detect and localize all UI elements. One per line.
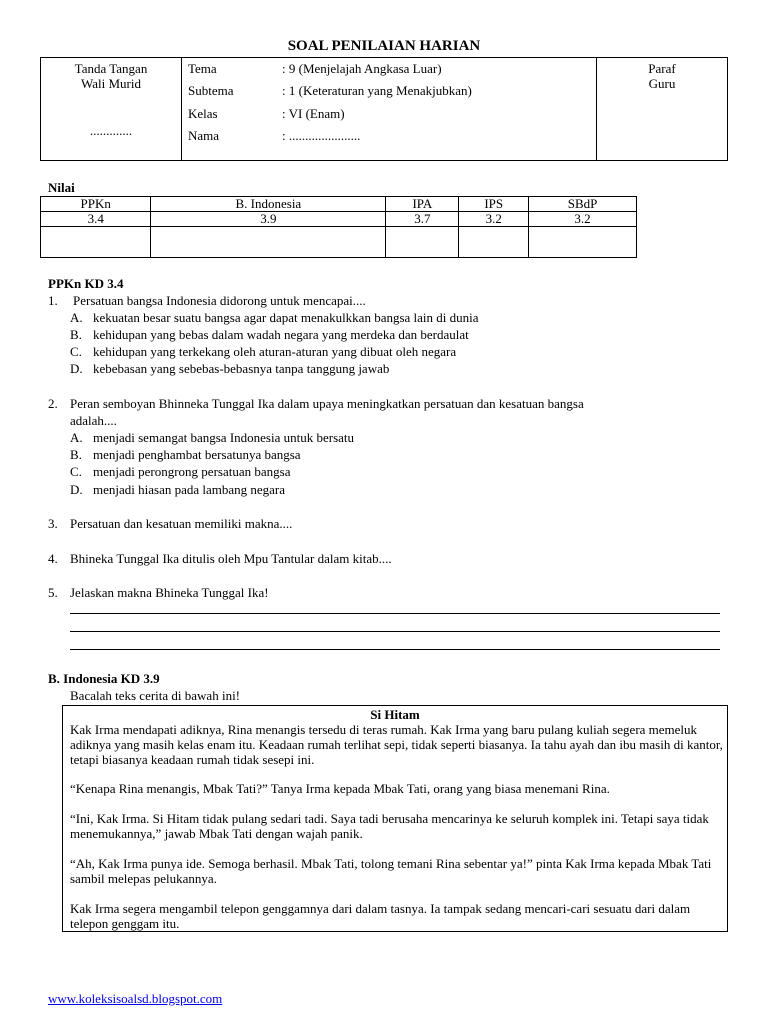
kd-ipa: 3.7 <box>386 212 459 227</box>
question-number: 3. <box>48 516 58 531</box>
option-letter: B. <box>70 327 82 342</box>
option-text: menjadi hiasan pada lambang negara <box>93 482 286 497</box>
answer-line-3[interactable] <box>70 649 720 650</box>
identity-table <box>40 57 728 161</box>
option-text: kehidupan yang bebas dalam wadah negara yang merdeka dan berdaulat <box>93 327 469 342</box>
option-text: menjadi semangat bangsa Indonesia untuk bersatu <box>93 430 355 445</box>
score-sbdp[interactable] <box>529 227 637 258</box>
subject-ips: IPS <box>459 197 529 212</box>
question-text: Peran semboyan Bhinneka Tunggal Ika dalam upaya meningkatkan persatuan dan kesatuan bangsa <box>70 396 584 411</box>
subtema-label: Subtema <box>188 83 234 98</box>
option-text: menjadi penghambat bersatunya bangsa <box>93 447 301 462</box>
option-text: menjadi perongrong persatuan bangsa <box>93 464 291 479</box>
tema-label: Tema <box>188 61 217 76</box>
option-letter: C. <box>70 344 82 359</box>
kd-ppkn: 3.4 <box>41 212 151 227</box>
option-letter: A. <box>70 430 83 445</box>
score-bindonesia[interactable] <box>151 227 386 258</box>
option-text: kehidupan yang terkekang oleh aturan-aturan yang dibuat oleh negara <box>93 344 457 359</box>
page-title: SOAL PENILAIAN HARIAN <box>287 38 481 54</box>
parent-signature-label: Tanda Tangan <box>74 61 148 76</box>
option-letter: D. <box>70 482 83 497</box>
teacher-initial-cell <box>597 58 728 161</box>
option-text: kekuatan besar suatu bangsa agar dapat menakulkkan bangsa lain di dunia <box>93 310 479 325</box>
ppkn-heading: PPKn KD 3.4 <box>48 276 124 291</box>
teacher-initial-label: Paraf <box>648 61 676 76</box>
question-text: Persatuan bangsa Indonesia didorong untuk mencapai.... <box>73 293 366 308</box>
option-letter: B. <box>70 447 82 462</box>
question-text: Bhineka Tunggal Ika ditulis oleh Mpu Tantular dalam kitab.... <box>70 551 392 566</box>
parent-signature-cell <box>41 58 182 161</box>
answer-line-1[interactable] <box>70 613 720 614</box>
nilai-label: Nilai <box>48 180 75 195</box>
story-paragraph-2: “Kenapa Rina menangis, Mbak Tati?” Tanya Irma kepada Mbak Tati, orang yang biasa menemani Rina. <box>70 781 610 796</box>
option-letter: D. <box>70 361 83 376</box>
story-title: Si Hitam <box>370 707 420 722</box>
tema-value: : 9 (Menjelajah Angkasa Luar) <box>282 61 442 76</box>
score-ipa[interactable] <box>386 227 459 258</box>
story-paragraph-4: “Ah, Kak Irma punya ide. Semoga berhasil. Mbak Tati, tolong temani Rina sebentar ya!” pinta Kak Irma kepada Mbak Tati sambil melepas pelukannya. <box>70 856 712 886</box>
story-paragraph-5: Kak Irma segera mengambil telepon genggamnya dari dalam tasnya. Ia tampak sedang mencari-cari sesuatu dari dalam telepon genggam itu. <box>70 901 691 931</box>
question-text: Jelaskan makna Bhineka Tunggal Ika! <box>70 585 269 600</box>
question-number: 2. <box>48 396 58 411</box>
subtema-value: : 1 (Keteraturan yang Menakjubkan) <box>282 83 472 98</box>
parent-signature-line: ............. <box>89 123 133 138</box>
score-table <box>40 196 637 258</box>
option-letter: C. <box>70 464 82 479</box>
answer-line-2[interactable] <box>70 631 720 632</box>
subject-ppkn: PPKn <box>41 197 151 212</box>
question-number: 4. <box>48 551 58 566</box>
question-text: Persatuan dan kesatuan memiliki makna.... <box>70 516 293 531</box>
nama-value: : ...................... <box>282 128 361 143</box>
reading-instruction: Bacalah teks cerita di bawah ini! <box>70 688 241 703</box>
subject-bindonesia: B. Indonesia <box>151 197 386 212</box>
score-ips[interactable] <box>459 227 529 258</box>
kd-ips: 3.2 <box>459 212 529 227</box>
nama-label: Nama <box>188 128 220 143</box>
story-box <box>62 705 728 932</box>
teacher-label: Guru <box>648 76 676 91</box>
kelas-value: : VI (Enam) <box>282 106 345 121</box>
question-text-continued: adalah.... <box>70 413 117 428</box>
score-ppkn[interactable] <box>41 227 151 258</box>
parent-label: Wali Murid <box>81 76 141 91</box>
story-paragraph-3: “Ini, Kak Irma. Si Hitam tidak pulang sedari tadi. Saya tadi berusaha mencarinya ke seluruh komplek ini. Tetapi saya tidak menemukannya,” jawab Mbak Tati dengan wajah panik. <box>70 811 709 841</box>
story-paragraph-1: Kak Irma mendapati adiknya, Rina menangis tersedu di teras rumah. Kak Irma yang baru pulang kuliah segera memeluk adiknya yang masih kelas enam itu. Keadaan rumah terlihat sepi, tidak seperti biasanya. Ia tahu ayah dan ibu masih di kantor, tetapi biasanya keadaan rumah tidak sesepi ini. <box>70 722 723 767</box>
option-text: kebebasan yang sebebas-bebasnya tanpa tanggung jawab <box>93 361 390 376</box>
subject-ipa: IPA <box>386 197 459 212</box>
question-number: 5. <box>48 585 58 600</box>
bindo-heading: B. Indonesia KD 3.9 <box>48 671 160 686</box>
info-cell <box>182 58 597 161</box>
footer-link[interactable]: www.koleksisoalsd.blogspot.com <box>48 991 223 1006</box>
subject-sbdp: SBdP <box>529 197 637 212</box>
kd-bindonesia: 3.9 <box>151 212 386 227</box>
question-number: 1. <box>48 293 58 308</box>
kd-sbdp: 3.2 <box>529 212 637 227</box>
kelas-label: Kelas <box>188 106 218 121</box>
option-letter: A. <box>70 310 83 325</box>
